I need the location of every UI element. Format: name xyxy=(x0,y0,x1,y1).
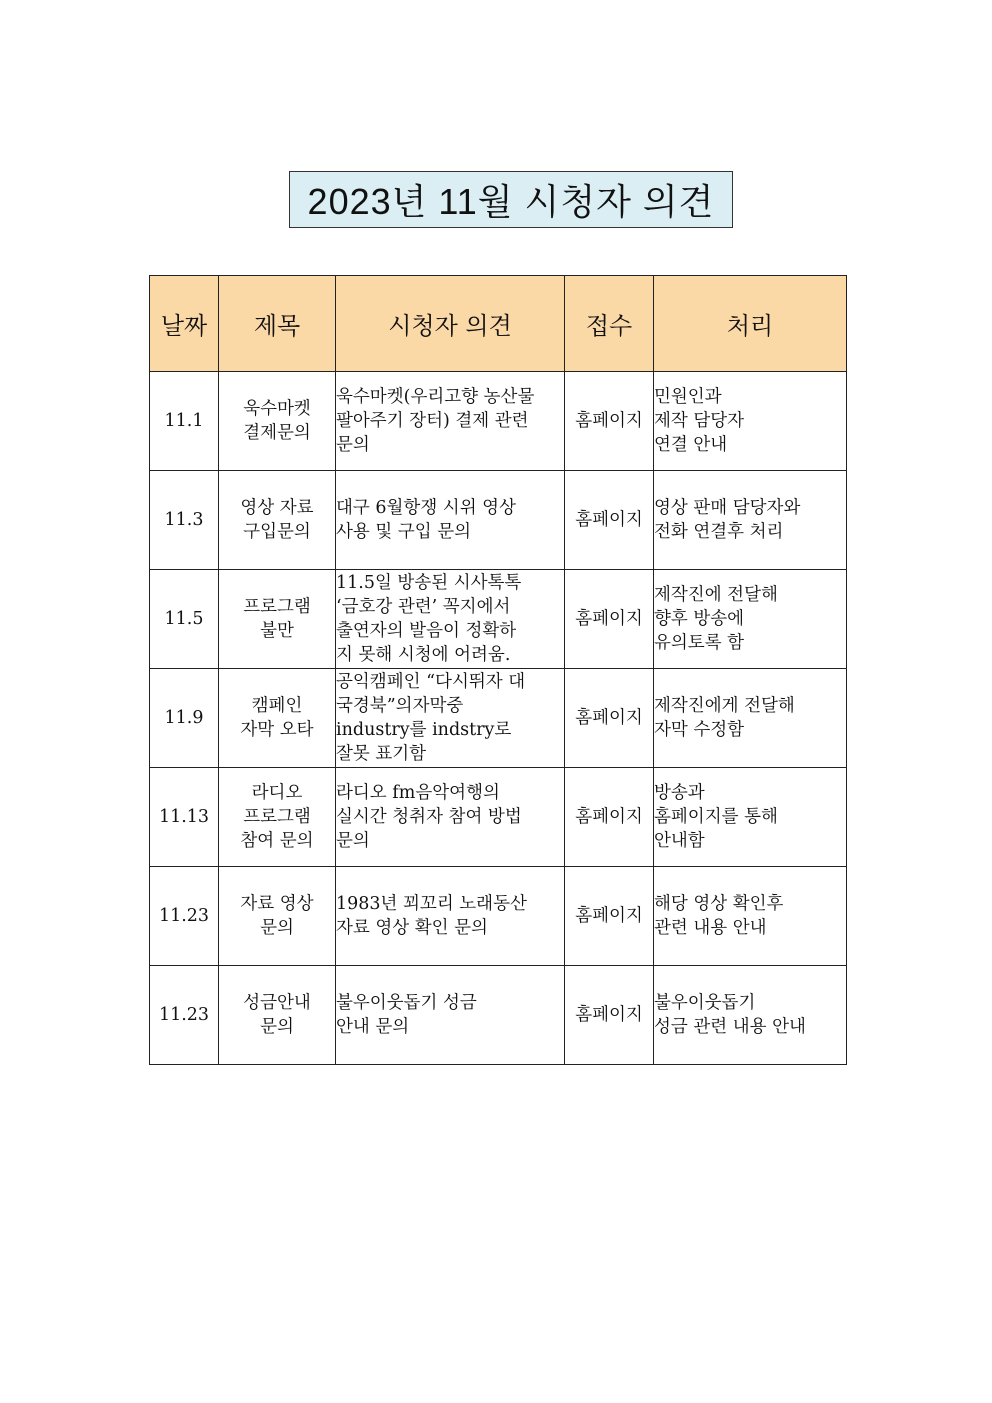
opinion-cell-line: 대구 6월항쟁 시위 영상 xyxy=(336,498,516,518)
title-cell-line: 프로그램 xyxy=(243,807,311,827)
opinion-cell-line: 자료 영상 확인 문의 xyxy=(336,918,488,938)
table-body xyxy=(150,372,847,1065)
header-opinion: 시청자 의견 xyxy=(336,276,565,372)
action-cell xyxy=(654,372,847,471)
table-row xyxy=(150,471,847,570)
table-row xyxy=(150,867,847,966)
header-action: 처리 xyxy=(654,276,847,372)
opinion-cell-line: 사용 및 구입 문의 xyxy=(336,522,472,542)
action-cell-line: 해당 영상 확인후 xyxy=(654,894,784,914)
opinion-cell-line: 지 못해 시청에 어려움. xyxy=(336,645,511,665)
table-row xyxy=(150,570,847,669)
action-cell xyxy=(654,966,847,1065)
viewer-opinion-table xyxy=(149,275,847,1065)
opinion-cell-line: 실시간 청취자 참여 방법 xyxy=(336,807,522,827)
opinion-cell xyxy=(336,372,565,471)
title-cell xyxy=(219,372,336,471)
action-cell-line: 홈페이지를 통해 xyxy=(654,807,778,827)
action-cell xyxy=(654,867,847,966)
title-cell-line: 라디오 xyxy=(251,783,303,803)
received-cell: 홈페이지 xyxy=(565,669,654,768)
opinion-cell-line: 공익캠페인 “다시뛰자 대 xyxy=(336,672,526,692)
action-cell xyxy=(654,570,847,669)
title-cell-line: 성금안내 xyxy=(243,993,311,1013)
opinion-cell xyxy=(336,471,565,570)
action-cell-line: 향후 방송에 xyxy=(654,609,745,629)
received-cell: 홈페이지 xyxy=(565,966,654,1065)
opinion-cell xyxy=(336,570,565,669)
opinion-cell-line: 1983년 꾀꼬리 노래동산 xyxy=(336,894,527,914)
opinion-cell-line: industry를 indstry로 xyxy=(336,720,512,740)
date-cell: 11.23 xyxy=(150,966,219,1065)
table-row xyxy=(150,372,847,471)
title-cell-line: 결제문의 xyxy=(243,423,311,443)
date-cell: 11.23 xyxy=(150,867,219,966)
header-title: 제목 xyxy=(219,276,336,372)
page-title: 2023년 11월 시청자 의견 xyxy=(289,171,733,228)
title-cell-line: 구입문의 xyxy=(243,522,311,542)
received-cell: 홈페이지 xyxy=(565,867,654,966)
received-cell: 홈페이지 xyxy=(565,570,654,669)
action-cell-line: 제작 담당자 xyxy=(654,411,745,431)
opinion-cell-line: ‘금호강 관련’ 꼭지에서 xyxy=(336,597,511,617)
table-row xyxy=(150,966,847,1065)
received-cell: 홈페이지 xyxy=(565,471,654,570)
opinion-cell-line: 팔아주기 장터) 결제 관련 xyxy=(336,411,529,431)
title-cell-line: 자막 오타 xyxy=(240,720,314,740)
title-cell-line: 불만 xyxy=(260,621,294,641)
table-row xyxy=(150,669,847,768)
title-cell-line: 캠페인 xyxy=(251,696,303,716)
action-cell-line: 연결 안내 xyxy=(654,435,728,455)
opinion-cell-line: 불우이웃돕기 성금 xyxy=(336,993,477,1013)
action-cell-line: 유의토록 함 xyxy=(654,633,745,653)
opinion-cell-line: 국경북”의자막중 xyxy=(336,696,464,716)
header-received: 접수 xyxy=(565,276,654,372)
table-row xyxy=(150,768,847,867)
title-cell-line: 자료 영상 xyxy=(240,894,314,914)
date-cell: 11.13 xyxy=(150,768,219,867)
title-cell xyxy=(219,867,336,966)
action-cell-line: 민원인과 xyxy=(654,387,722,407)
opinion-cell-line: 문의 xyxy=(336,831,370,851)
title-cell-line: 문의 xyxy=(260,918,294,938)
opinion-cell xyxy=(336,768,565,867)
title-cell-line: 참여 문의 xyxy=(240,831,314,851)
opinion-cell xyxy=(336,669,565,768)
title-cell xyxy=(219,966,336,1065)
action-cell-line: 제작진에 전달해 xyxy=(654,585,778,605)
title-cell-line: 욱수마켓 xyxy=(243,399,311,419)
title-cell-line: 영상 자료 xyxy=(240,498,314,518)
table-header-row xyxy=(150,276,847,372)
action-cell-line: 관련 내용 안내 xyxy=(654,918,767,938)
action-cell-line: 불우이웃돕기 xyxy=(654,993,756,1013)
date-cell: 11.9 xyxy=(150,669,219,768)
opinion-cell xyxy=(336,867,565,966)
date-cell: 11.1 xyxy=(150,372,219,471)
received-cell: 홈페이지 xyxy=(565,372,654,471)
action-cell xyxy=(654,471,847,570)
date-cell: 11.3 xyxy=(150,471,219,570)
opinion-cell-line: 11.5일 방송된 시사톡톡 xyxy=(336,573,522,593)
received-cell: 홈페이지 xyxy=(565,768,654,867)
title-cell-line: 문의 xyxy=(260,1017,294,1037)
action-cell-line: 자막 수정함 xyxy=(654,720,745,740)
action-cell xyxy=(654,669,847,768)
opinion-cell-line: 잘못 표기함 xyxy=(336,744,427,764)
title-cell xyxy=(219,570,336,669)
title-cell-line: 프로그램 xyxy=(243,597,311,617)
opinion-cell-line: 라디오 fm음악여행의 xyxy=(336,783,500,803)
title-cell xyxy=(219,669,336,768)
title-cell xyxy=(219,768,336,867)
action-cell-line: 영상 판매 담당자와 xyxy=(654,498,801,518)
opinion-cell-line: 안내 문의 xyxy=(336,1017,410,1037)
action-cell-line: 방송과 xyxy=(654,783,705,803)
action-cell-line: 전화 연결후 처리 xyxy=(654,522,784,542)
action-cell xyxy=(654,768,847,867)
action-cell-line: 성금 관련 내용 안내 xyxy=(654,1017,806,1037)
header-date: 날짜 xyxy=(150,276,219,372)
action-cell-line: 제작진에게 전달해 xyxy=(654,696,795,716)
date-cell: 11.5 xyxy=(150,570,219,669)
action-cell-line: 안내함 xyxy=(654,831,705,851)
opinion-cell-line: 문의 xyxy=(336,435,370,455)
opinion-cell-line: 출연자의 발음이 정확하 xyxy=(336,621,517,641)
opinion-cell-line: 욱수마켓(우리고향 농산물 xyxy=(336,387,535,407)
opinion-cell xyxy=(336,966,565,1065)
title-cell xyxy=(219,471,336,570)
